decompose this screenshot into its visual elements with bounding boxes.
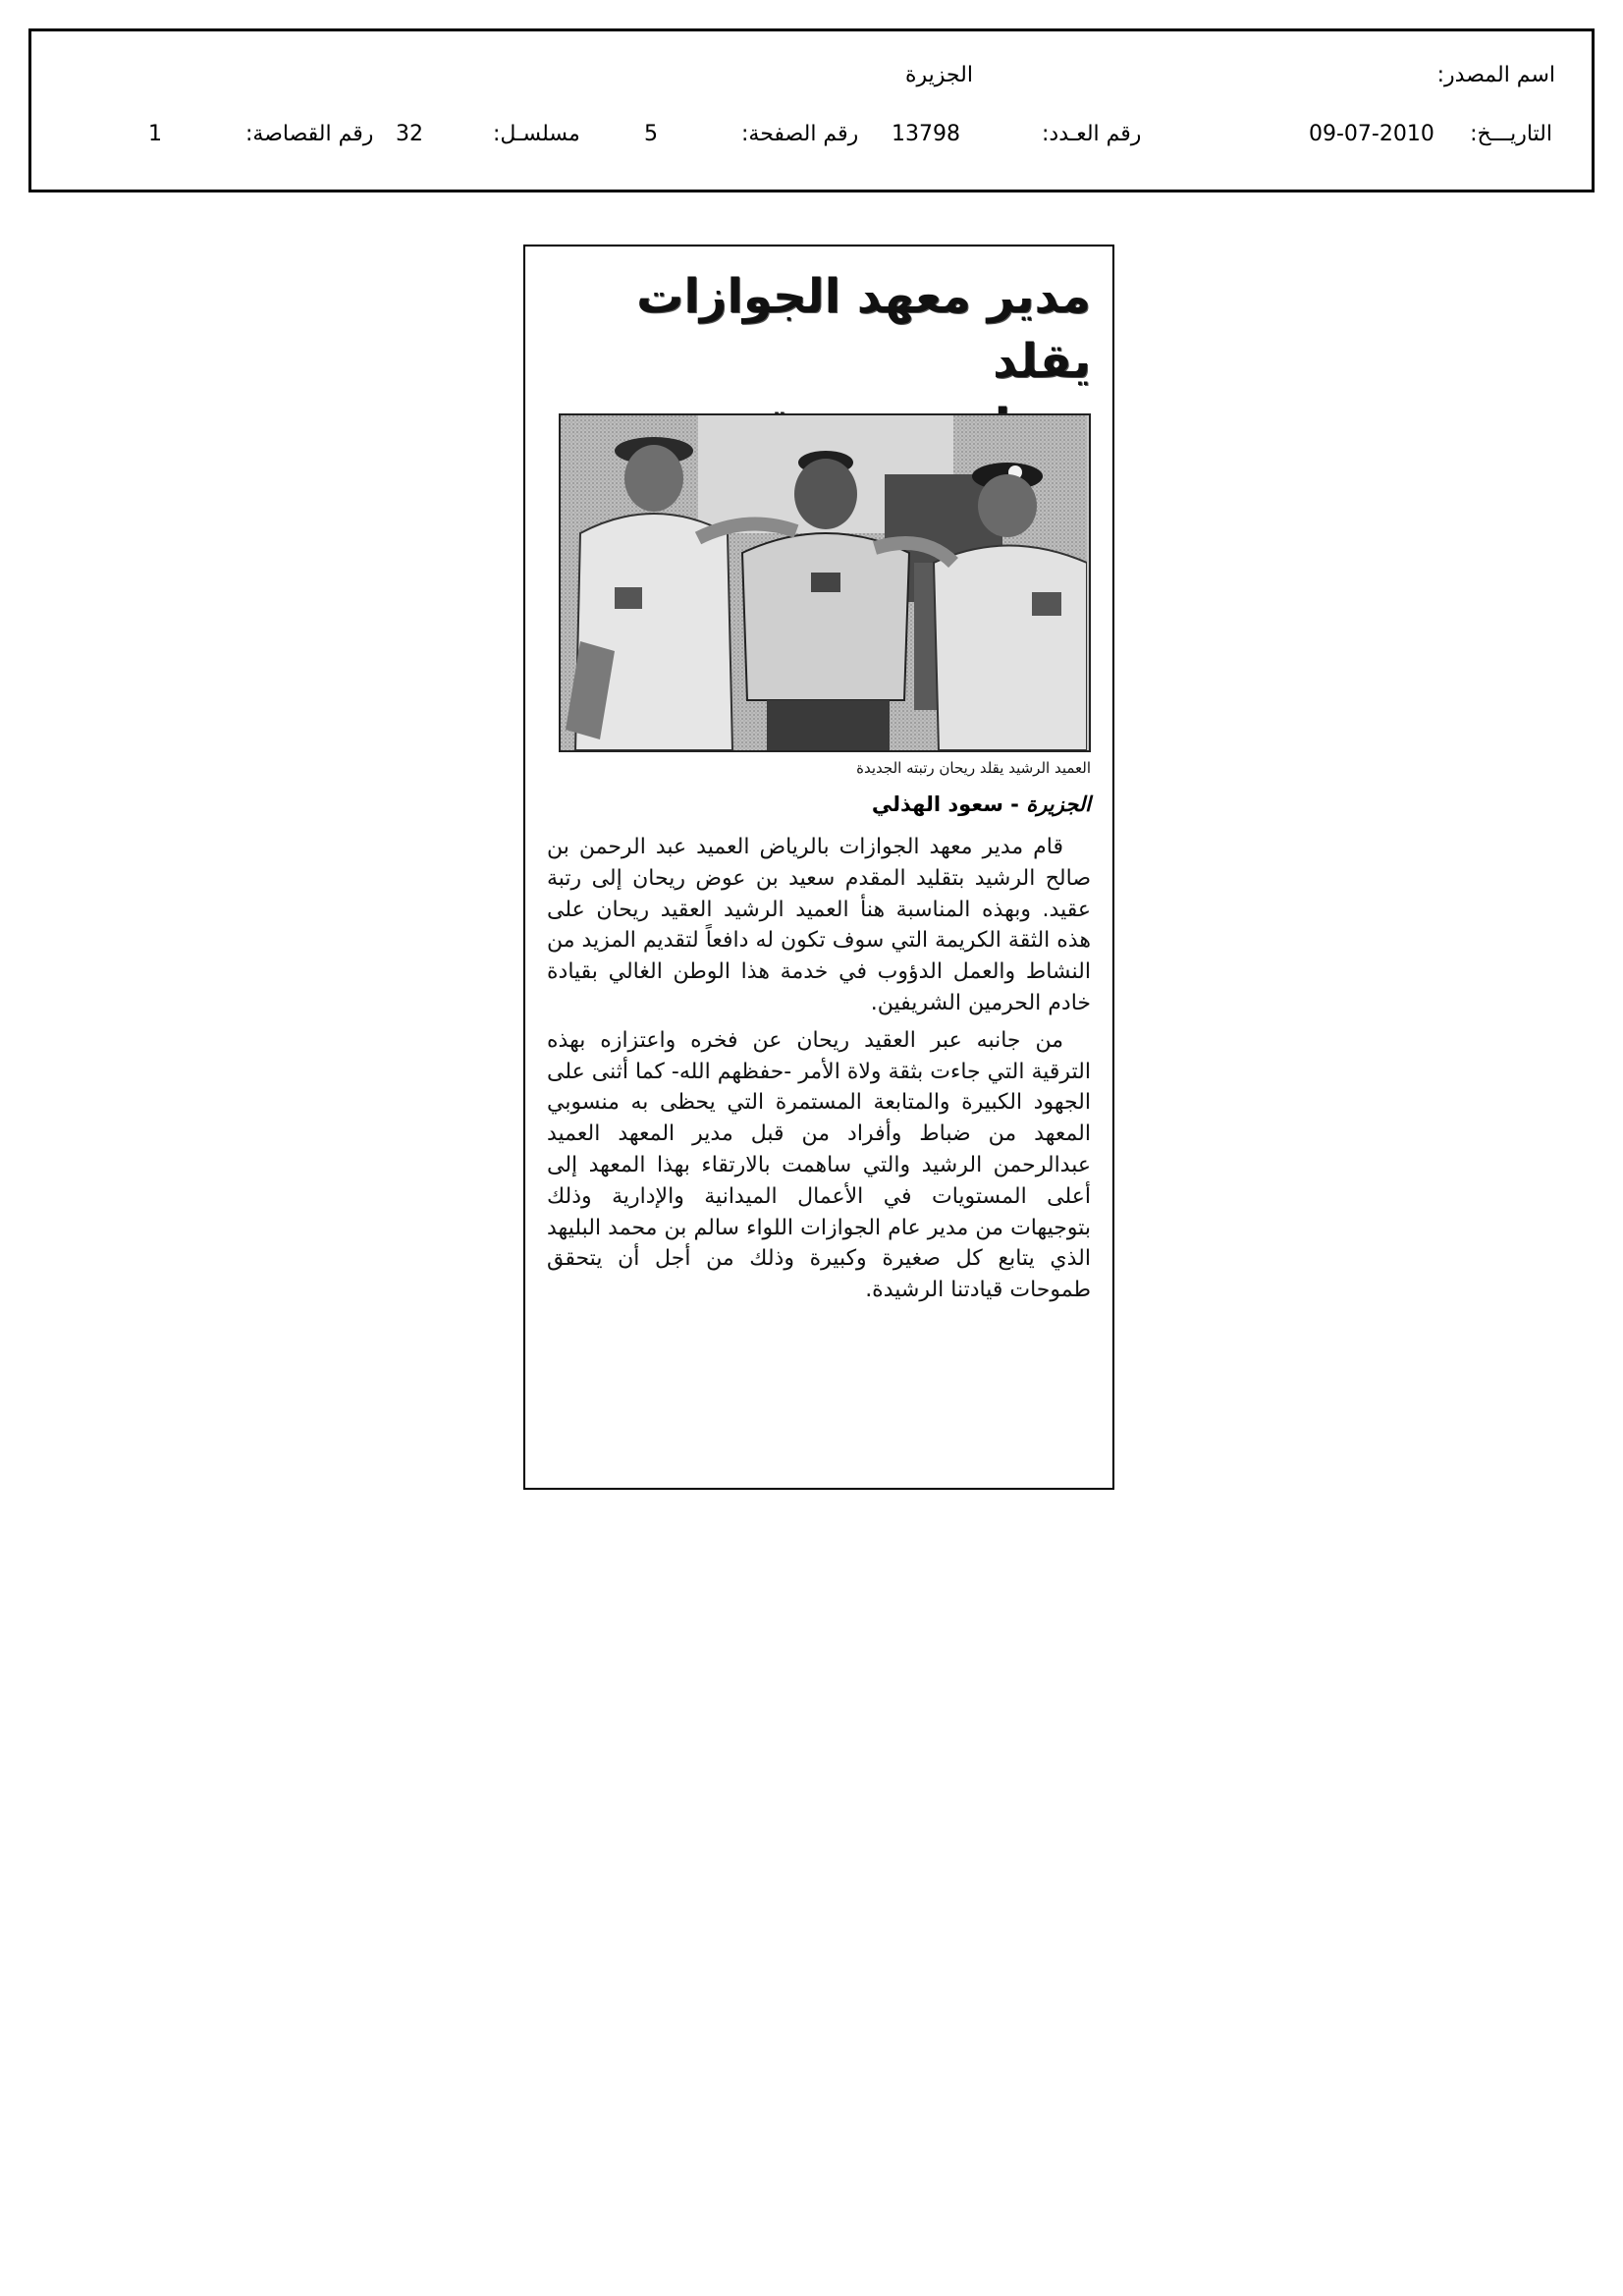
newspaper-logo: الجزيرة	[1026, 792, 1091, 816]
source-value: الجزيرة	[905, 63, 973, 87]
clipping-info-header	[28, 28, 1595, 192]
headline-line-1: مدير معهد الجوازات يقلد	[636, 269, 1091, 389]
serial-label: مسلسـل:	[493, 122, 580, 146]
issue-label: رقم العـدد:	[1042, 122, 1142, 146]
officers-photo-image	[561, 415, 1087, 750]
article-paragraph-2: من جانبه عبر العقيد ريحان عن فخره واعتزازه بهذه الترقية التي جاءت بثقة ولاة الأمر -حفظهم الله- كما أثنى على الجهود الكبيرة والمتابعة المستمرة التي يحظى به منسوبي المعهد من ضباط وأفراد من قبل مدير المعهد العميد عبدالرحمن الرشيد والتي ساهمت بالارتقاء بهذا المعهد إلى أعلى المستويات في الأعمال الميدانية والإدارية وذلك بتوجيهات من مدير عام الجوازات اللواء سالم بن محمد البليهد الذي يتابع كل صغيرة وكبيرة وذلك من أجل أن يتحقق طموحات قيادتنا الرشيدة.	[547, 1027, 1091, 1303]
date-label: التاريـــخ:	[1470, 122, 1552, 146]
date-value: 09-07-2010	[1309, 122, 1434, 146]
author-name: - سعود الهذلي	[871, 793, 1019, 816]
newspaper-clipping	[523, 245, 1114, 1490]
photo-caption: العميد الرشيد يقلد ريحان رتبته الجديدة	[856, 759, 1091, 777]
article-byline	[872, 792, 1091, 816]
page-label: رقم الصفحة:	[741, 122, 859, 146]
serial-value: 32	[396, 122, 423, 146]
article-photo	[559, 413, 1091, 752]
article-body	[547, 832, 1091, 1306]
issue-value: 13798	[892, 122, 960, 146]
source-label: اسم المصدر:	[1436, 63, 1555, 87]
clip-number-label: رقم القصاصة:	[245, 122, 374, 146]
clipping-content	[547, 256, 1091, 1478]
page-value: 5	[644, 122, 658, 146]
clip-number-value: 1	[148, 122, 162, 146]
article-paragraph-1: قام مدير معهد الجوازات بالرياض العميد عبد الرحمن بن صالح الرشيد بتقليد المقدم سعيد بن عوض ريحان إلى رتبة عقيد. وبهذه المناسبة هنأ العميد الرشيد العقيد ريحان على هذه الثقة الكريمة التي سوف تكون له دافعاً لتقديم المزيد من النشاط والعمل الدؤوب في خدمة هذا الوطن الغالي بقيادة خادم الحرمين الشريفين.	[547, 835, 1091, 1015]
